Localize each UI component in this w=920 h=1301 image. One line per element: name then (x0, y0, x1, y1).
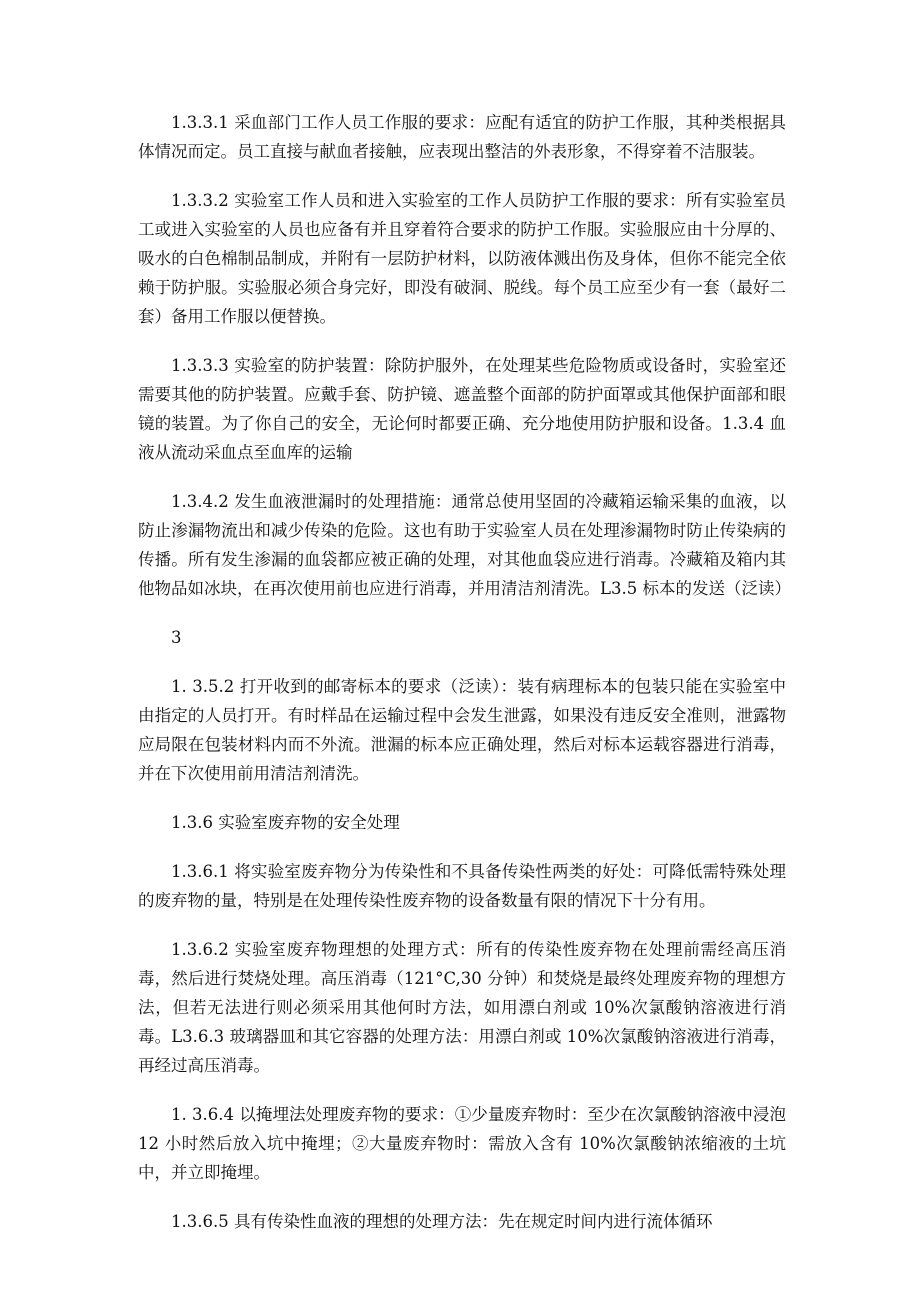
paragraph-1-3-3-2: 1.3.3.2 实验室工作人员和进入实验室的工作人员防护工作服的要求：所有实验室员工或进入实验室的人员也应备有并且穿着符合要求的防护工作服。实验服应由十分厚的、吸水的白色棉制品制成，并附有一层防护材料，以防液体溅出伤及身体，但你不能完全依赖于防护服。实验服必须合身完好，即没有破洞、脱线。每个员工应至少有一套（最好二套）备用工作服以便替换。 (138, 191, 786, 326)
page-number: 3 (171, 628, 182, 647)
paragraph-1-3-6-1: 1.3.6.1 将实验室废弃物分为传染性和不具备传染性两类的好处：可降低需特殊处理的废弃物的量，特别是在处理传染性废弃物的设备数量有限的情况下十分有用。 (138, 862, 786, 910)
paragraph-1-3-6-2: 1.3.6.2 实验室废弃物理想的处理方式：所有的传染性废弃物在处理前需经高压消毒，然后进行焚烧处理。高压消毒（121°C,30 分钟）和焚烧是最终处理废弃物的理想方法，但若无法进行则必须采用其他何时方法，如用漂白剂或 10%次氯酸钠溶液进行消毒。L3.6.3 玻璃器皿和其它容器的处理方法：用漂白剂或 10%次氯酸钠溶液进行消毒，再经过高压消毒。 (138, 940, 786, 1075)
paragraph-1-3-4-2: 1.3.4.2 发生血液泄漏时的处理措施：通常总使用坚固的冷藏箱运输采集的血液，以防止渗漏物流出和减少传染的危险。这也有助于实验室人员在处理渗漏物时防止传染病的传播。所有发生渗漏的血袋都应被正确的处理，对其他血袋应进行消毒。冷藏箱及箱内其他物品如冰块，在再次使用前也应进行消毒，并用清洁剂清洗。L3.5 标本的发送（泛读） (138, 492, 791, 598)
paragraph-1-3-3-3: 1.3.3.3 实验室的防护装置：除防护服外，在处理某些危险物质或设备时，实验室还需要其他的防护装置。应戴手套、防护镜、遮盖整个面部的防护面罩或其他保护面部和眼镜的装置。为了你自己的安全，无论何时都要正确、充分地使用防护服和设备。1.3.4 血液从流动采血点至血库的运输 (138, 356, 786, 462)
paragraph-1-3-6-5: 1.3.6.5 具有传染性血液的理想的处理方法：先在规定时间内进行流体循环 (171, 1212, 713, 1231)
document-page (138, 108, 791, 1256)
paragraph-1-3-6-4: 1. 3.6.4 以掩埋法处理废弃物的要求：①少量废弃物时：至少在次氯酸钠溶液中浸泡 12 小时然后放入坑中掩埋；②大量废弃物时：需放入含有 10%次氯酸钠浓缩液的土坑中，并立即掩埋。 (138, 1105, 786, 1182)
paragraph-1-3-5-2: 1. 3.5.2 打开收到的邮寄标本的要求（泛读）：装有病理标本的包装只能在实验室中由指定的人员打开。有时样品在运输过程中会发生泄露，如果没有违反安全准则，泄露物应局限在包装材料内而不外流。泄漏的标本应正确处理，然后对标本运载容器进行消毒，并在下次使用前用清洁剂清洗。 (138, 677, 786, 783)
section-heading-1-3-6: 1.3.6 实验室废弃物的安全处理 (171, 813, 400, 832)
paragraph-1-3-3-1: 1.3.3.1 采血部门工作人员工作服的要求：应配有适宜的防护工作服，其种类根据具体情况而定。员工直接与献血者接触，应表现出整洁的外表形象，不得穿着不洁服装。 (138, 113, 786, 161)
